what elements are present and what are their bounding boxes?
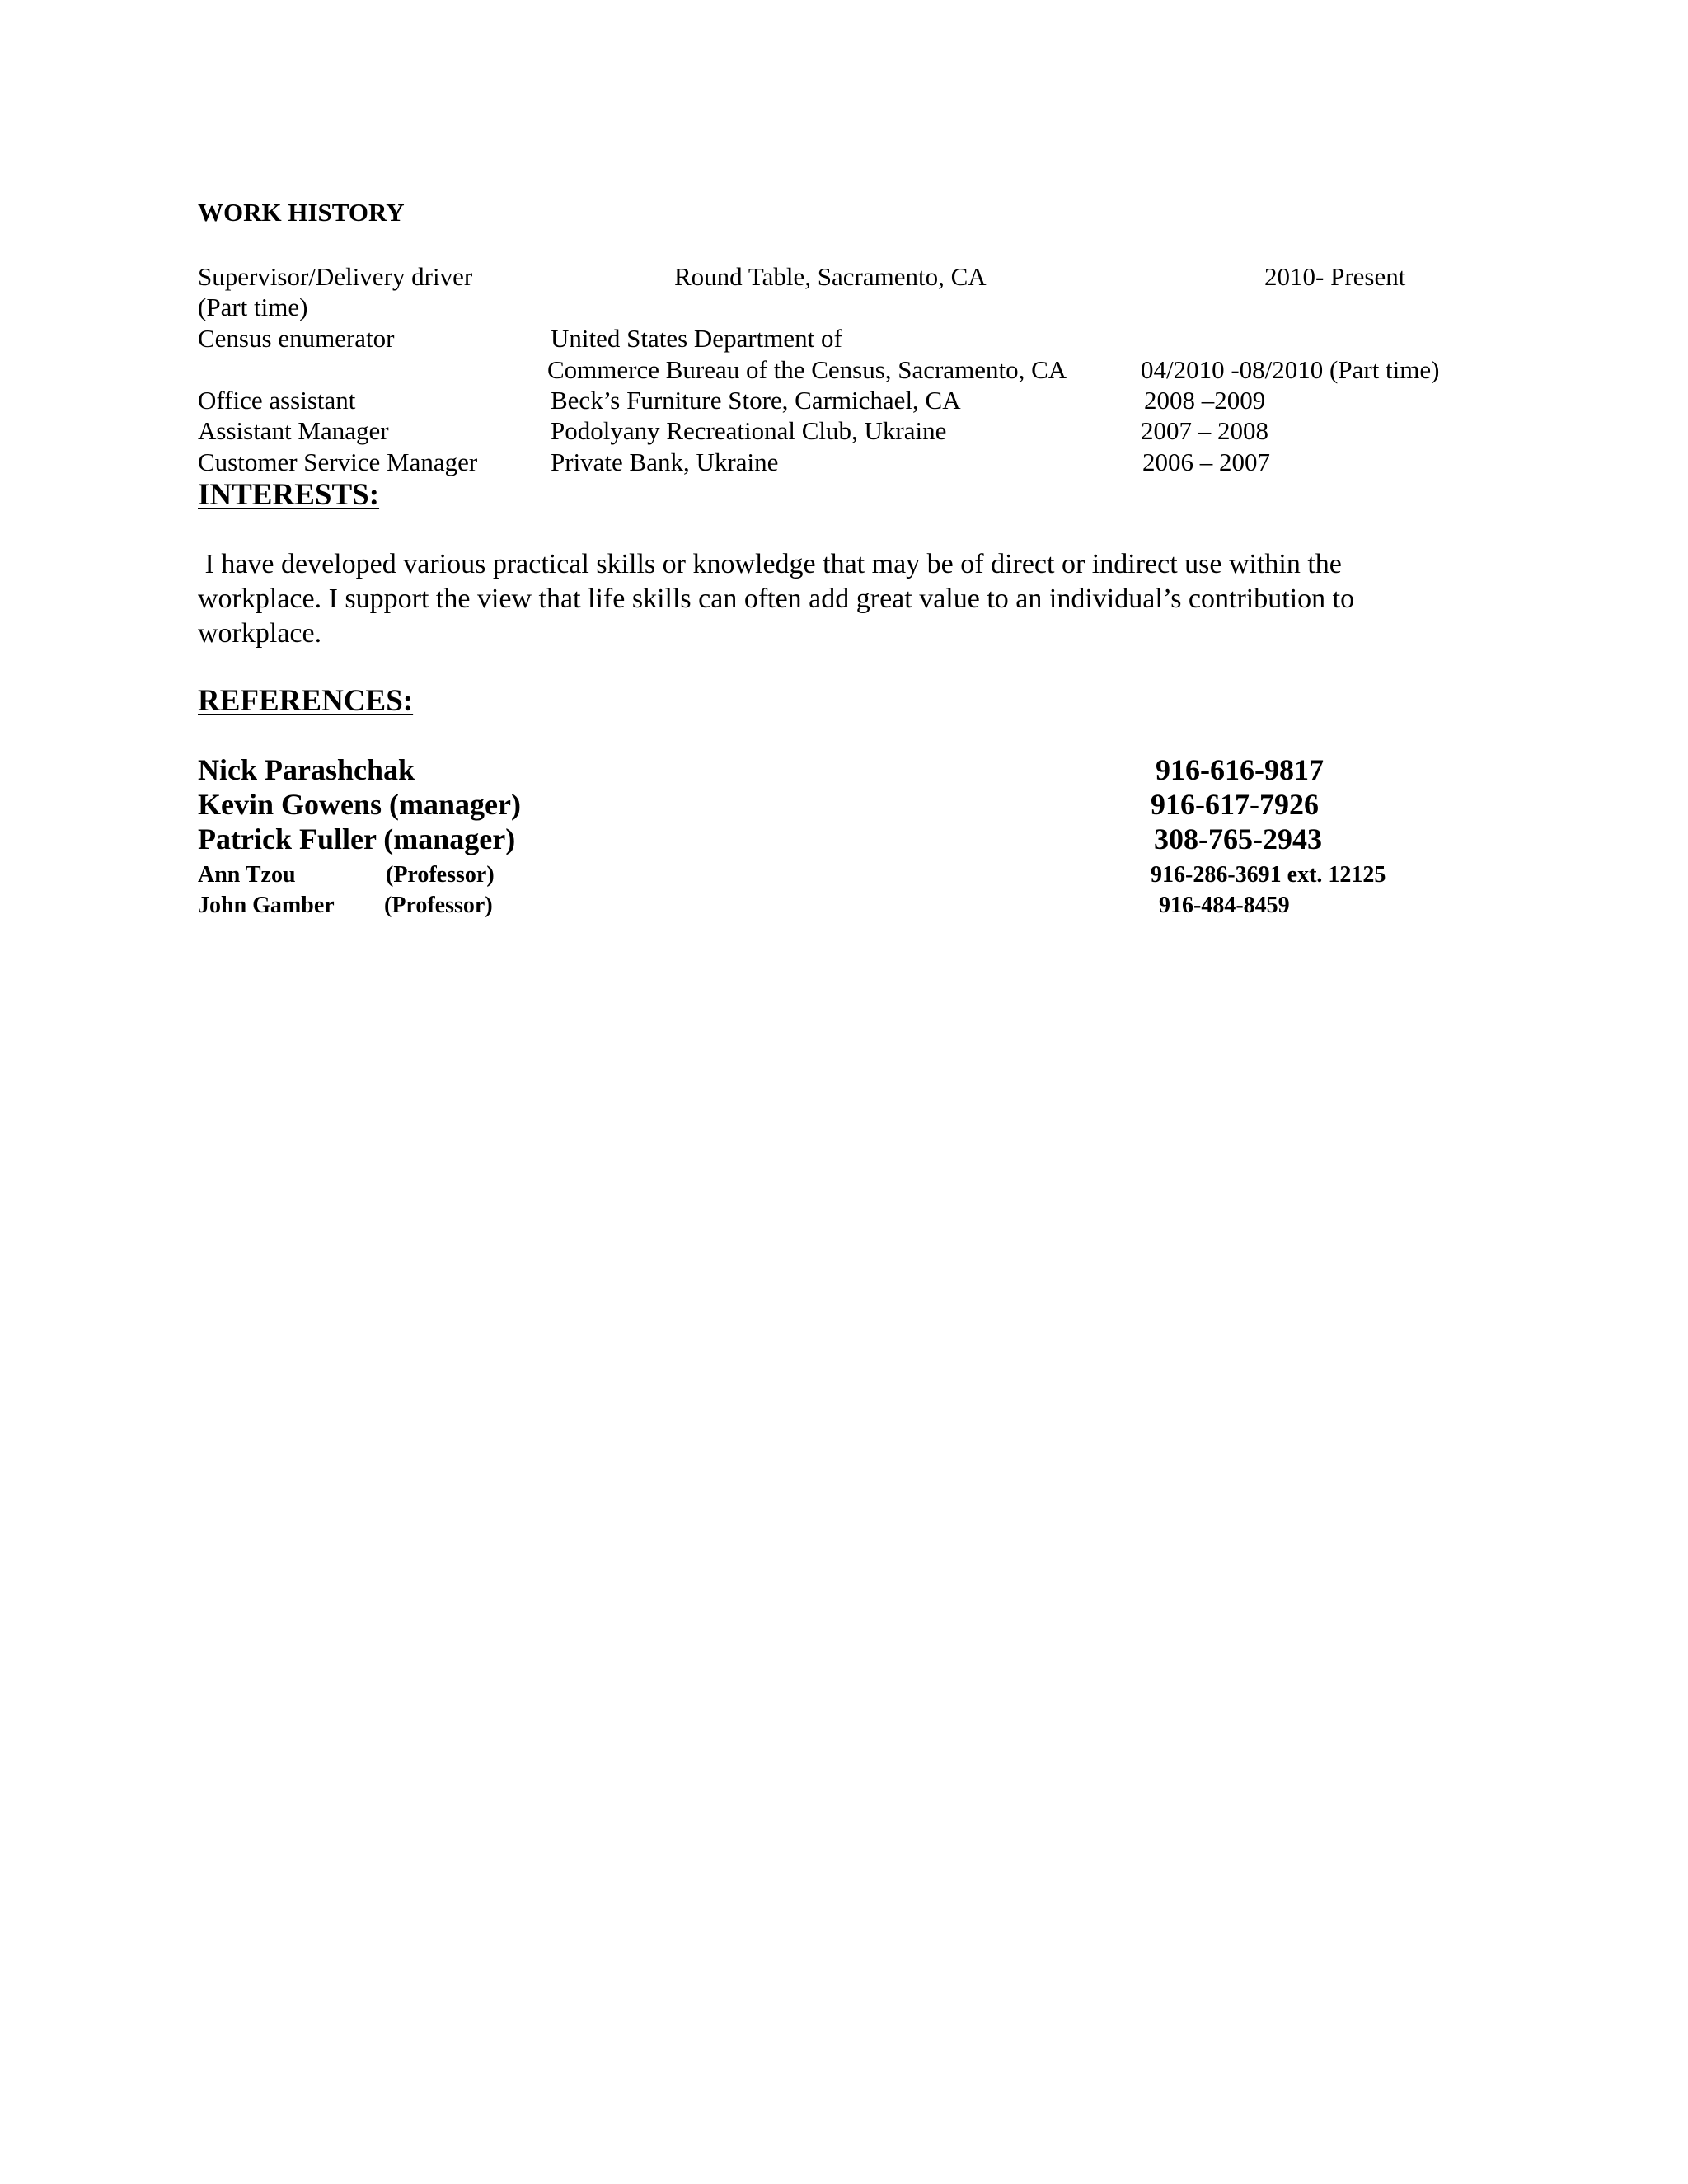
reference-name: Ann Tzou [198,862,296,888]
job-dates: 2007 – 2008 [1141,416,1268,445]
job-employer: United States Department of [551,324,842,353]
job-title: Assistant Manager [198,416,389,445]
job-title-line2: (Part time) [198,293,308,321]
reference-name: Kevin Gowens (manager) [198,788,521,821]
reference-phone: 916-484-8459 [1159,893,1290,918]
reference-name: Patrick Fuller (manager) [198,823,516,855]
references-heading: REFERENCES: [198,684,414,718]
interests-line: workplace. [198,618,322,649]
interests-line: workplace. I support the view that life skills can often add great value to an individual’s contribution to [198,583,1355,614]
job-employer: Podolyany Recreational Club, Ukraine [551,416,947,445]
job-dates: 2010- Present [1264,262,1406,291]
job-title: Customer Service Manager [198,448,478,476]
work-history-heading: WORK HISTORY [198,198,405,227]
job-employer: Beck’s Furniture Store, Carmichael, CA [551,386,961,415]
reference-role: (Professor) [384,893,493,918]
interests-line: I have developed various practical skills or knowledge that may be of direct or indirect use within the [198,549,1342,579]
reference-role: (Professor) [386,862,495,888]
job-employer-line2: Commerce Bureau of the Census, Sacramento, CA [547,355,1067,384]
job-title: Census enumerator [198,324,395,353]
job-dates: 2006 – 2007 [1142,448,1270,476]
reference-phone: 916-286-3691 ext. 12125 [1151,862,1386,888]
reference-phone: 916-616-9817 [1156,753,1324,786]
job-dates: 2008 –2009 [1144,386,1266,415]
reference-phone: 916-617-7926 [1151,788,1319,821]
reference-phone: 308-765-2943 [1154,823,1322,855]
interests-heading: INTERESTS: [198,478,380,512]
reference-name: Nick Parashchak [198,753,415,786]
job-dates: 04/2010 -08/2010 (Part time) [1141,355,1440,384]
job-employer: Private Bank, Ukraine [551,448,779,476]
reference-name: John Gamber [198,893,335,918]
job-title: Supervisor/Delivery driver [198,262,473,291]
job-employer: Round Table, Sacramento, CA [674,262,987,291]
job-title: Office assistant [198,386,356,415]
